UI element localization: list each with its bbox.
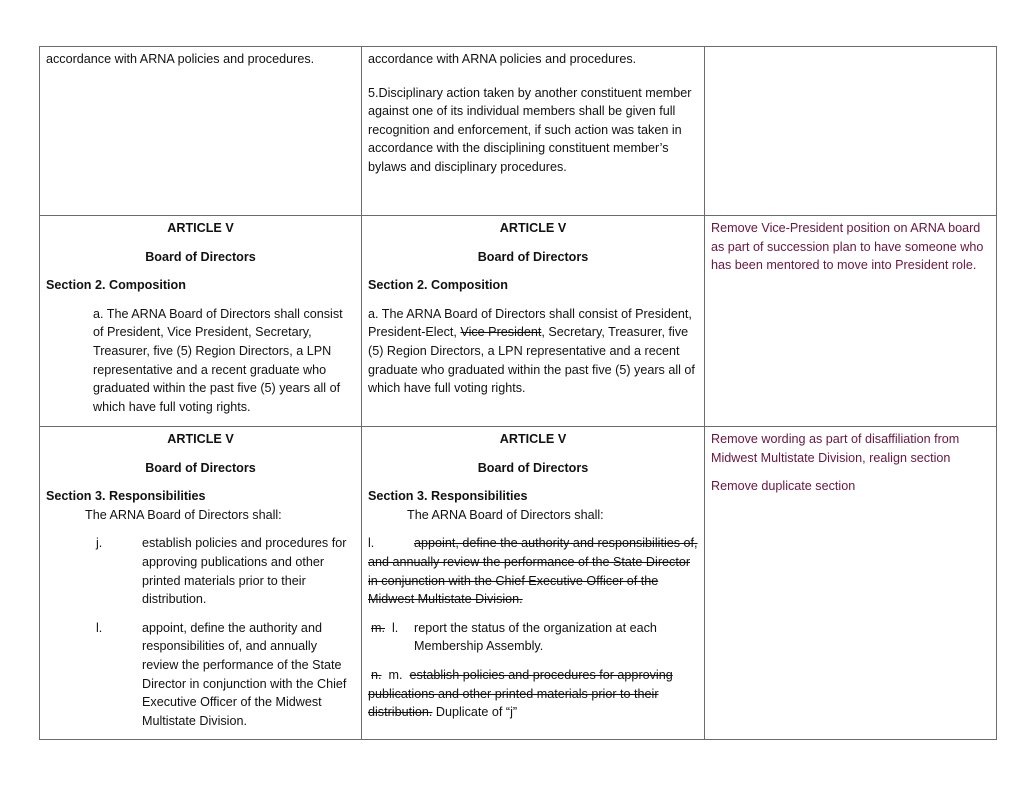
item-marker: l. (368, 536, 375, 551)
responsibilities-intro: The ARNA Board of Directors shall: (407, 507, 604, 522)
disciplinary-paragraph: 5.Disciplinary action taken by another constituent member against one of its individual members shall be given full recognition and enforcement, if such action was taken in accordance with the disciplining constituent member’s bylaws and disciplinary procedures. (368, 85, 692, 174)
composition-text: a. The ARNA Board of Directors shall consist of President, Vice President, Secretary, Treasurer, five (5) Region Directors, a LPN representative and a recent graduate who graduated within the past five (5) years all of which have full voting rights. (93, 306, 343, 414)
current-bylaws-cell (40, 216, 362, 427)
section-heading: Section 2. Composition (46, 278, 186, 293)
deleted-text: appoint, define the authority and responsibilities of, and annually review the performance of the State Director in conjunction with the Chief Executive Officer of the Midwest Multistate Division. (368, 536, 698, 607)
proposed-bylaws-cell (362, 47, 705, 216)
rationale-comment: Remove wording as part of disaffiliation from Midwest Multistate Division, realign section (711, 432, 960, 465)
proposed-bylaws-cell (362, 216, 705, 427)
table-row (40, 427, 997, 740)
rationale-comment: Remove duplicate section (711, 479, 856, 494)
cell-text: accordance with ARNA policies and procedures. (46, 52, 315, 66)
item-marker-group (368, 668, 410, 682)
table-row (40, 47, 997, 216)
rationale-cell (705, 427, 997, 740)
list-item (46, 619, 355, 731)
rationale-cell (705, 216, 997, 427)
item-marker-group (368, 619, 414, 656)
deleted-text: establish policies and procedures for approving publications and other printed materials prior to their distribution. (368, 667, 673, 720)
table-row (40, 216, 997, 427)
item-marker: j. (96, 536, 103, 551)
current-bylaws-cell (40, 427, 362, 740)
duplicate-note: Duplicate of “j” (435, 705, 518, 720)
item-text: establish policies and procedures for approving publications and other printed materials prior to their distribution. (142, 536, 347, 607)
item-text: report the status of the organization at each Membership Assembly. (414, 620, 657, 654)
item-text: appoint, define the authority and responsibilities of, and annually review the performance of the State Director in conjunction with the Chief Executive Officer of the Midwest Multistate Division. (142, 620, 347, 728)
list-item (46, 534, 355, 608)
article-heading: ARTICLE V (167, 221, 234, 235)
text-segment: a. The ARNA Board of Directors shall consist of President, President-Elect, (368, 306, 692, 340)
composition-text (368, 305, 698, 398)
item-marker: l. (392, 620, 399, 635)
list-item (368, 666, 698, 722)
article-heading: ARTICLE V (499, 432, 567, 446)
bylaws-comparison-table (39, 46, 997, 740)
responsibilities-intro: The ARNA Board of Directors shall: (85, 507, 282, 522)
deleted-list-item (368, 534, 698, 608)
article-heading: ARTICLE V (167, 432, 234, 446)
text-segment: , Secretary, Treasurer, five (5) Region Directors, a LPN representative and a recent graduate who graduated within the past five (5) years all of which have full voting rights. (368, 325, 695, 396)
item-marker: l. (96, 620, 103, 635)
section-heading: Section 3. Responsibilities (368, 489, 528, 504)
section-heading: Section 3. Responsibilities (46, 489, 206, 504)
deleted-marker: m. (371, 620, 385, 635)
section-title: Board of Directors (145, 249, 256, 264)
rationale-comment: Remove Vice-President position on ARNA board as part of succession plan to have someone who has been mentored to move into President role. (711, 221, 984, 273)
deleted-marker: n. (371, 667, 382, 682)
section-title: Board of Directors (145, 460, 256, 475)
proposed-bylaws-cell (362, 427, 705, 740)
section-title: Board of Directors (477, 249, 589, 264)
article-heading: ARTICLE V (499, 221, 567, 235)
current-bylaws-cell (40, 47, 362, 216)
deleted-text: Vice President (460, 325, 542, 340)
section-heading: Section 2. Composition (368, 278, 508, 293)
item-marker: m. (388, 667, 403, 682)
section-title: Board of Directors (477, 460, 589, 475)
list-item (368, 619, 698, 656)
cell-text: accordance with ARNA policies and procedures. (368, 52, 637, 66)
rationale-cell (705, 47, 997, 216)
